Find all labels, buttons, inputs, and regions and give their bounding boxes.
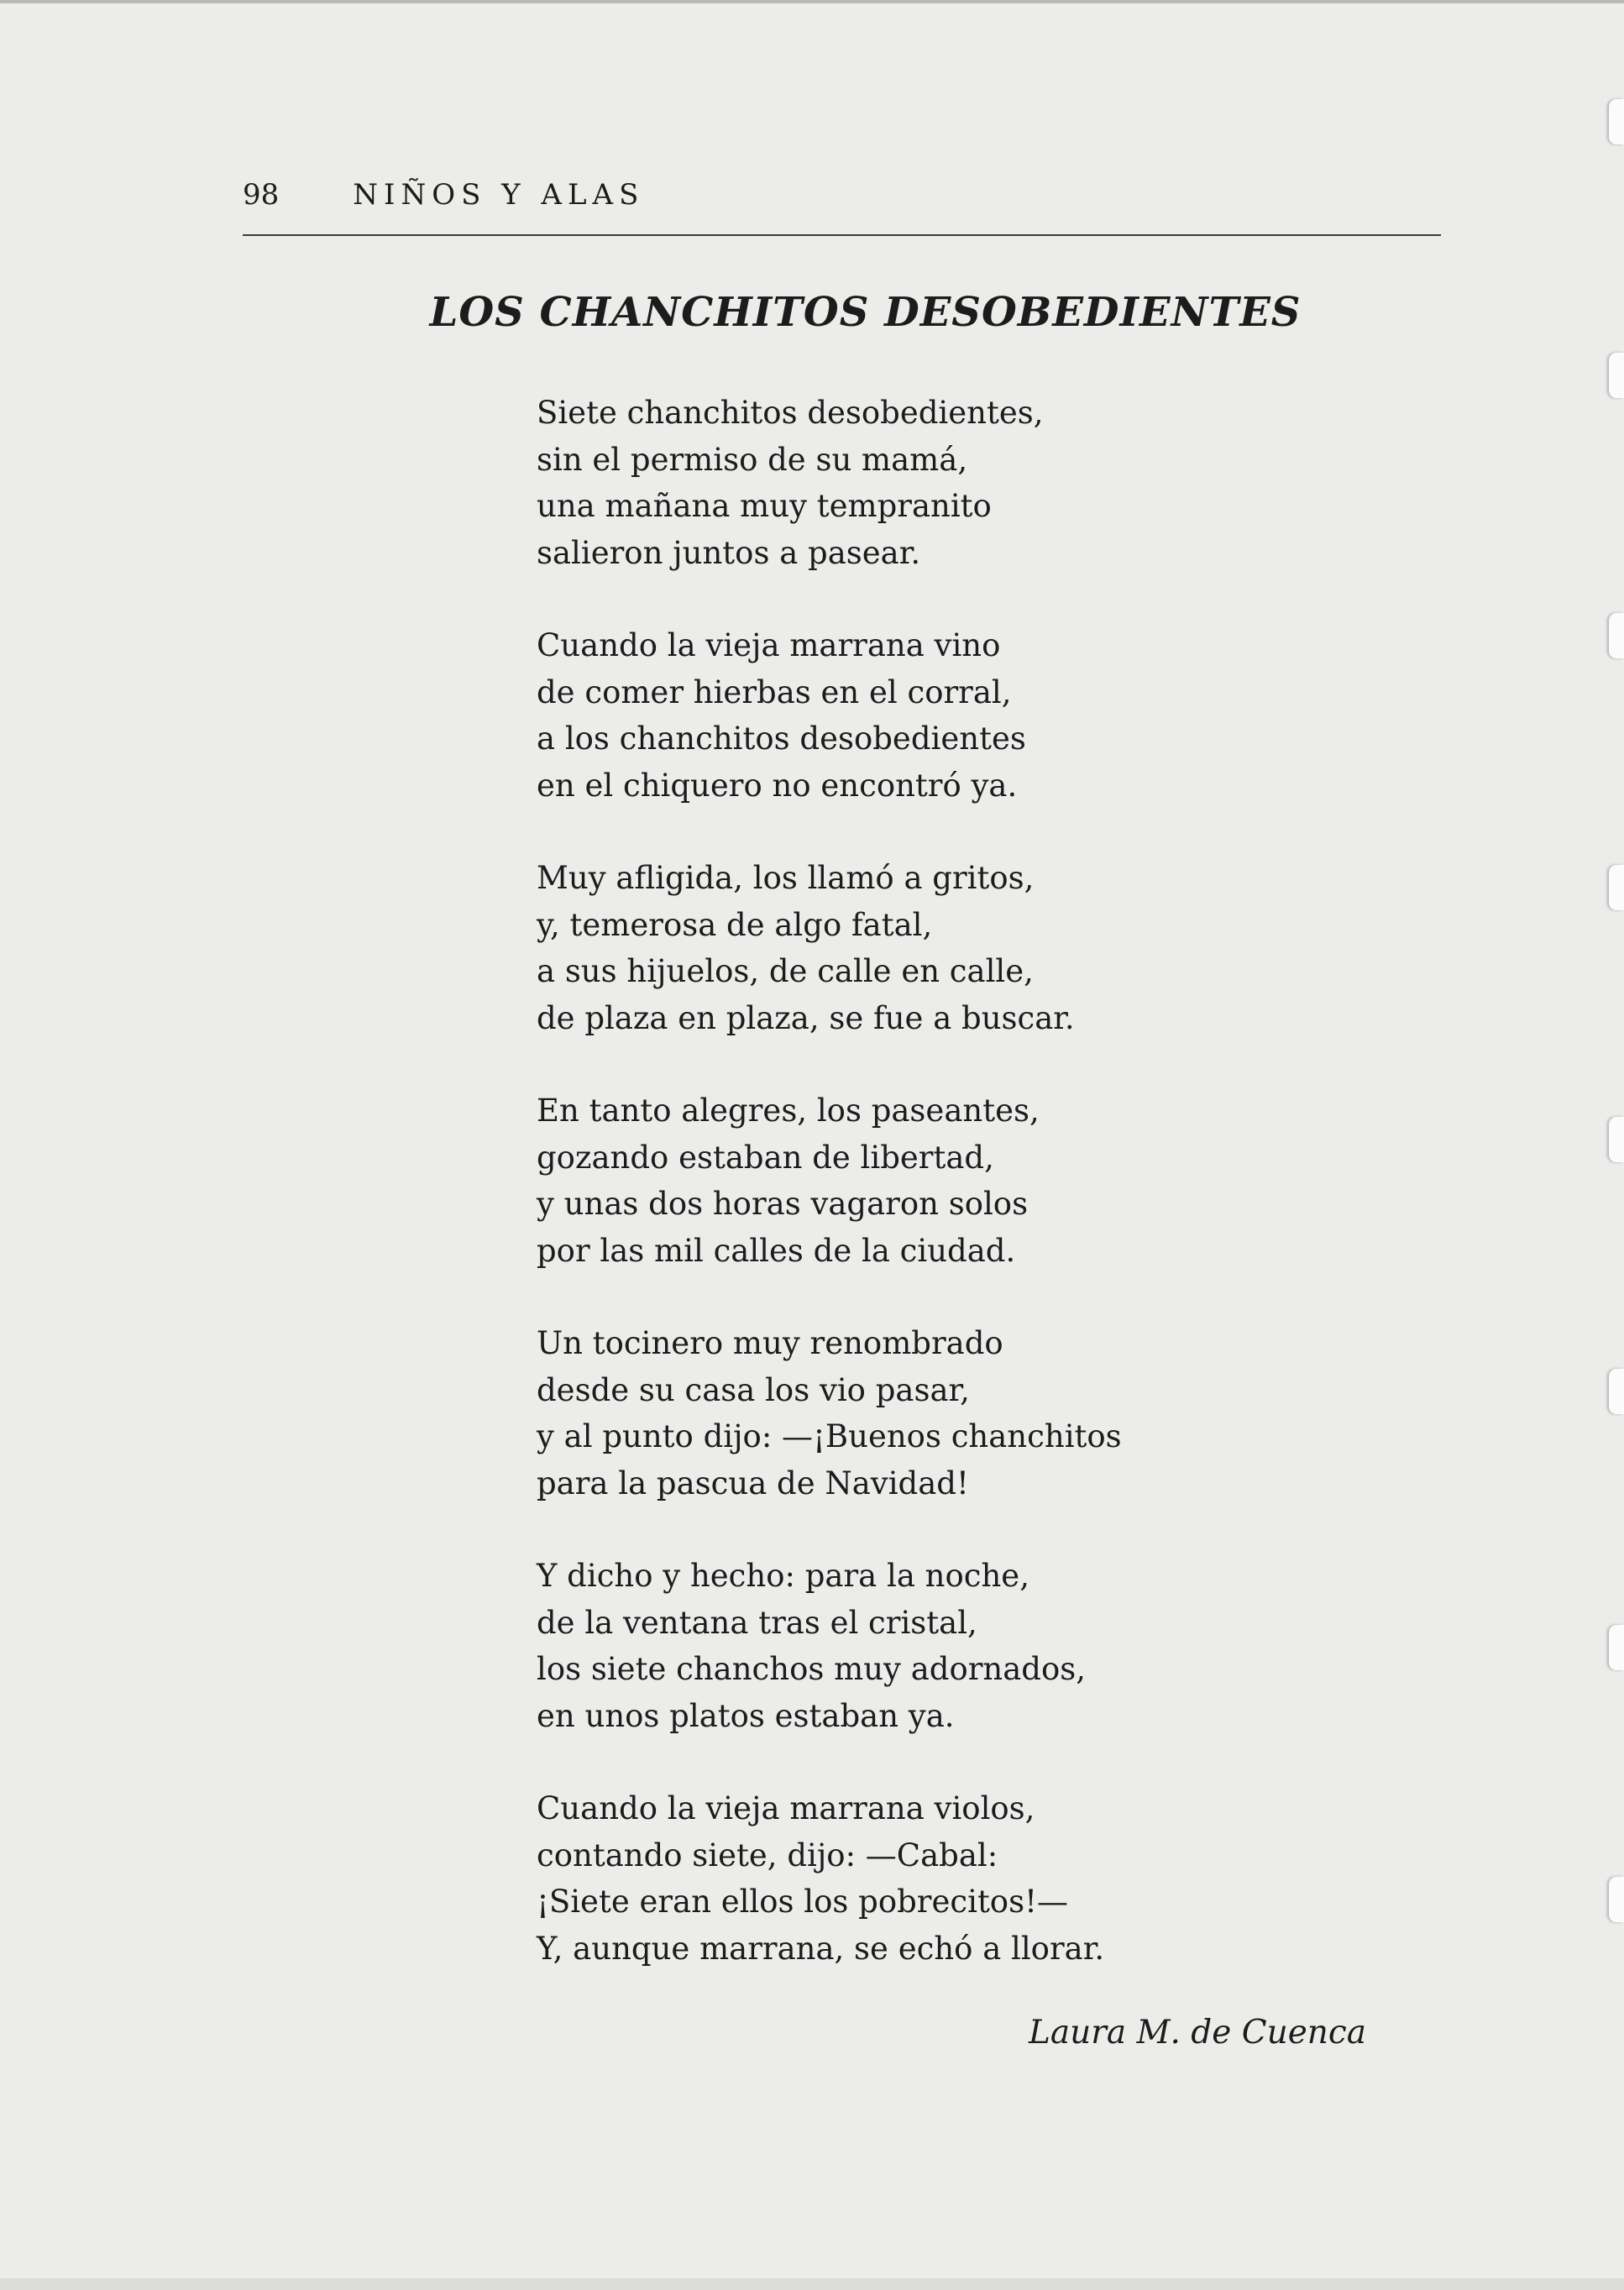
verse-line: en el chiquero no encontró ya. xyxy=(537,767,1018,804)
header-rule xyxy=(243,234,1441,236)
poem-body xyxy=(537,390,1376,2018)
stanza xyxy=(537,622,1376,809)
verse-line: Siete chanchitos desobedientes, xyxy=(537,395,1044,431)
verse-line: salieron juntos a pasear. xyxy=(537,534,921,571)
verse-line: los siete chanchos muy adornados, xyxy=(537,1651,1087,1687)
verse-line: a sus hijuelos, de calle en calle, xyxy=(537,953,1034,989)
poem-title: LOS CHANCHITOS DESOBEDIENTES xyxy=(429,289,1302,336)
verse-line: ¡Siete eran ellos los pobrecitos!— xyxy=(537,1884,1068,1920)
verse-line: gozando estaban de libertad, xyxy=(537,1139,994,1176)
book-title: NIÑOS Y ALAS xyxy=(353,178,645,212)
binding-hole xyxy=(1609,1369,1624,1414)
verse-line: a los chanchitos desobedientes xyxy=(537,721,1026,757)
verse-line: sin el permiso de su mamá, xyxy=(537,441,968,478)
verse-line: desde su casa los vio pasar, xyxy=(537,1371,970,1408)
verse-line: de plaza en plaza, se fue a buscar. xyxy=(537,999,1075,1036)
verse-line: por las mil calles de la ciudad. xyxy=(537,1232,1016,1269)
page-top-edge xyxy=(0,0,1624,3)
verse-line: para la pascua de Navidad! xyxy=(537,1465,969,1501)
verse-line: Cuando la vieja marrana violos, xyxy=(537,1790,1035,1826)
verse-line: y, temerosa de algo fatal, xyxy=(537,906,933,943)
verse-line: una mañana muy tempranito xyxy=(537,488,992,524)
verse-line: Muy afligida, los llamó a gritos, xyxy=(537,860,1035,896)
binding-hole xyxy=(1609,1877,1624,1922)
verse-line: contando siete, dijo: —Cabal: xyxy=(537,1837,998,1873)
stanza xyxy=(537,390,1376,576)
verse-line: Un tocinero muy renombrado xyxy=(537,1325,1003,1361)
verse-line: y unas dos horas vagaron solos xyxy=(537,1186,1029,1222)
page-number: 98 xyxy=(243,178,280,212)
binding-hole xyxy=(1609,1117,1624,1162)
stanza xyxy=(537,1785,1376,1972)
verse-line: y al punto dijo: —¡Buenos chanchitos xyxy=(537,1418,1122,1454)
verse-line: de comer hierbas en el corral, xyxy=(537,673,1012,710)
verse-line: Y dicho y hecho: para la noche, xyxy=(537,1558,1029,1594)
verse-line: Y, aunque marrana, se echó a llorar. xyxy=(537,1930,1105,1967)
binding-hole xyxy=(1609,99,1624,144)
binding-hole xyxy=(1609,1625,1624,1670)
running-header xyxy=(243,173,1443,217)
stanza xyxy=(537,855,1376,1041)
stanza xyxy=(537,1553,1376,1739)
binding-hole xyxy=(1609,865,1624,910)
verse-line: En tanto alegres, los paseantes, xyxy=(537,1093,1040,1129)
stanza xyxy=(537,1320,1376,1507)
verse-line: en unos platos estaban ya. xyxy=(537,1697,955,1734)
page-bottom-edge xyxy=(0,2278,1624,2290)
verse-line: de la ventana tras el cristal, xyxy=(537,1604,977,1641)
poem-author: Laura M. de Cuenca xyxy=(1029,2014,1366,2052)
binding-hole xyxy=(1609,353,1624,398)
binding-hole xyxy=(1609,613,1624,658)
stanza xyxy=(537,1087,1376,1274)
verse-line: Cuando la vieja marrana vino xyxy=(537,627,1001,663)
